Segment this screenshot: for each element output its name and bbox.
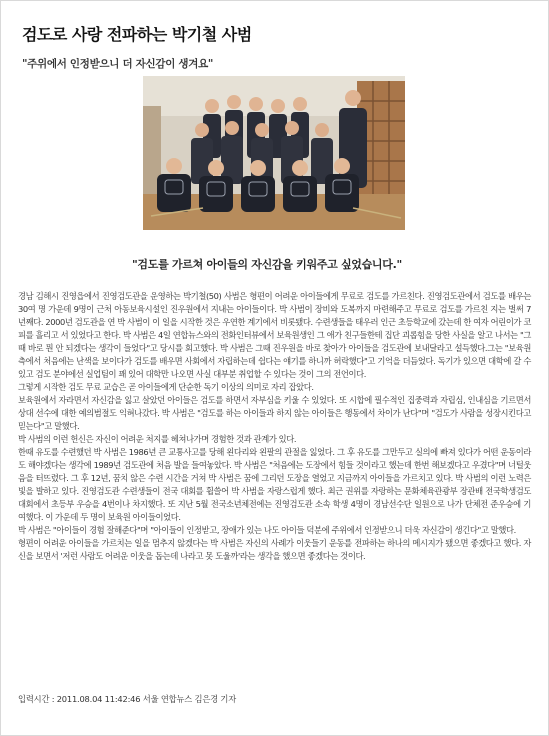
article-subheadline: "주위에서 인정받으니 더 자신감이 생겨요" [22, 58, 214, 70]
article-paragraph: 한때 유도를 수련했던 박 사범은 1986년 큰 교통사고를 당해 왼다리와 왼팔의 관절을 잃었다. 그 후 유도를 그만두고 실의에 빠져 있다가 어떤 운동이라도 해야겠다는 생각에 1989년 검도관에 처음 발을 들여놓았다. 박 사범은 "처음에는 도장에서 힘들 것이라고 했는데 한번 해보겠다고 우겼다"며 너털웃음을 터뜨렸다. 그 후 12년, 꿈치 않은 수련 시간을 거쳐 박 사범은 꿈에 그리던 도장을 열었고 지금까지 아이들을 가르치고 있다. 박 사범의 이런 노력은 빛을 발하고 있다. 진영검도관 수련생들이 전국 대회를 휩쓸어 박 사범을 자랑스럽게 했다. 최근 권위를 자랑하는 문화체육관광부 장관배 전국학생검도대회에서 초등부 우승을 4번이나 차지했다. 또 지난 5월 전국소년체전에는 진영검도관 소속 학생 4명이 경남선수단 일원으로 나가 단체전 준우승에 기여했다. 이 가운데 두 명이 보육원 아이들이었다. [18, 447, 531, 522]
article-body [18, 290, 531, 563]
article-paragraph: 형편이 어려운 아이들을 가르치는 일을 멈추지 않겠다는 박 사범은 자신의 사례가 이웃들기 운동를 전파하는 하나의 메시지가 됐으면 좋겠다고 했다. 자신을 보면서 '저런 사람도 어려운 이웃을 돕는데 나라고 못 도울까'라는 생각을 했으면 좋겠다는 것이다. [18, 538, 531, 561]
article-photo [143, 76, 405, 230]
article-paragraph: 경남 김해시 진영읍에서 진영검도관을 운영하는 박기철(50) 사범은 형편이 어려운 아이들에게 무료로 검도를 가르친다. 진영검도관에서 검도를 배우는 30여 명 가운데 9명이 근처 아동보육시설인 진우원에서 지내는 아이들이다. 박 사범이 장비와 도복까지 마련해주고 무료로 검도를 가르친 지는 벌써 7년째다. 2000년 검도관을 연 박 사범이 이 일을 시작한 것은 우연한 계기에서 비롯됐다. 수련생들을 태우러 인근 초등학교에 갔는데 한 여자 어린이가 코피를 흘리고 서 있었다고 한다. 박 사범은 4일 연합뉴스와의 전화인터뷰에서 보육원생인 그 애가 친구들한테 집단 괴롭힘을 당한 사실을 알고 나서는 "그때 바로 뭔 안 되겠다는 생각이 들었다"고 당시를 회고했다. 박 사범은 그때 진우원을 바로 찾아가 아이들을 검도관에 보내달라고 설득했다.그는 "보육원 측에서 처음에는 난색을 보이다가 검도를 배우면 사회에서 자립하는데 쉽다는 얘기를 하니까 허락했다"고 기억을 더듬었다. 독기가 있으면 대학에 갈 수 있고 검도 분야에선 실업팀이 꽤 있어 대학만 나오면 사실 대부분 취업할 수 있다는 것이 그의 전언이다. [18, 291, 531, 379]
article-paragraph: 그렇게 시작한 검도 무료 교습은 곧 아이들에게 단순한 독기 이상의 의미로 자리 잡았다. [18, 382, 314, 392]
article-byline: 입력시간 : 2011.08.04 11:42:46 서울 연합뉴스 김은경 기자 [18, 694, 237, 704]
pull-quote: "검도를 가르쳐 아이들의 자신감을 키워주고 싶었습니다." [132, 258, 402, 271]
article-paragraph: 박 사범은 "아이들이 경험 잘해준다"며 "아이들이 인정받고, 장애가 있는 나도 아이들 덕분에 주위에서 인정받으니 더욱 자신감이 생긴다"고 말했다. [18, 525, 516, 535]
article-paragraph: 보육원에서 자라면서 자신감을 잃고 살았던 아이들은 검도를 하면서 자부심을 키울 수 있었다. 또 시합에 필수적인 집중력과 자립심, 인내심을 기르면서 상대 선수에 대한 예의범절도 익혀나갔다. 박 사범은 "검도를 하는 아이들과 하지 않는 아이들은 행동에서 차이가 난다"며 "검도가 사람을 성장시킨다고 믿는다"고 말했다. [18, 395, 531, 431]
article-paragraph: 박 사범의 이런 헌신은 자신이 어려운 처지를 헤쳐나가며 경험한 것과 관계가 있다. [18, 434, 297, 444]
article-headline: 검도로 사랑 전파하는 박기철 사범 [22, 25, 252, 44]
